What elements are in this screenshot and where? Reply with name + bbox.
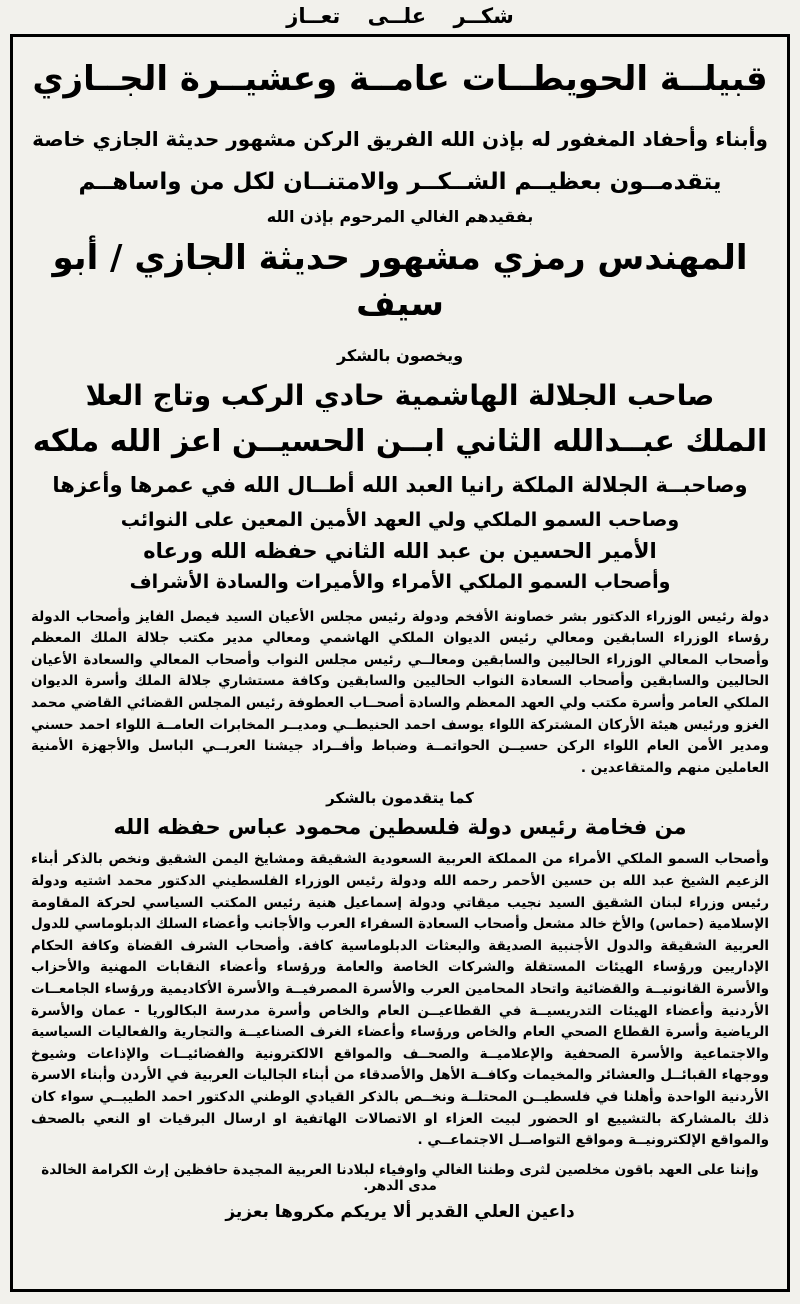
pledge-line: وإننا على العهد باقون مخلصين لثرى وطننا الغالي واوفياء لبلادنا العربية المجيدة حافظين إرث الكرامة الخالدة مدى الدهر. <box>41 1161 759 1194</box>
royals-line: وأصحاب السمو الملكي الأمراء والأميرات والسادة الأشراف <box>129 570 671 593</box>
palestine-president-line: من فخامة رئيس دولة فلسطين محمود عباس حفظه الله <box>113 815 687 840</box>
officials-paragraph: دولة رئيس الوزراء الدكتور بشر خصاونة الأفخم ودولة رئيس مجلس الأعيان السيد فيصل الفايز وأصحاب الدولة رؤساء الوزراء السابقين ومعالي رئيس الديوان الملكي الهاشمي ومعالي مدير مكتب جلالة الملك المعظم وأصحاب المعالي الوزراء الحاليين والسابقين ومعالــي رئيس مجلس النواب وأصحاب المعالي والسعادة الأعيان الحاليين والسابقين وأصحاب السعادة النواب الحاليين والسابقين وكافة مستشاري جلالة الملك وأسرة الديوان الملكي العامر وأسرة مكتب ولي العهد المعظم والسادة أصحــاب العطوفة رئيس المجلس القضائي القاضي محمد الغزو ورئيس هيئة الأركان المشتركة اللواء يوسف احمد الحنيطــي ومديــر المخابرات العامــة اللواء احمد حسني ومدير الأمن العام اللواء الركن حسيــن الحواتمــة وضباط وأفــراد جيشنا العربــي الباسل والأجهزة الأمنية العاملين منهم والمتقاعدين . <box>31 608 769 776</box>
crown-prince-title-line: وصاحب السمو الملكي ولي العهد الأمين المعين على النوائب <box>120 508 680 531</box>
gratitude-line: يتقدمــون بعظيــم الشــكــر والامتنــان لكل من واساهــم <box>78 168 722 195</box>
special-thanks-intro: ويخصون بالشكر <box>336 345 464 365</box>
king-title-line: صاحب الجلالة الهاشمية حادي الركب وتاج العلا <box>85 378 715 412</box>
deceased-name: المهندس رمزي مشهور حديثة الجازي / أبو سيف <box>52 237 748 324</box>
queen-line: وصاحبــة الجلالة الملكة رانيا العبد الله أطــال الله في عمرها وأعزها <box>52 472 748 497</box>
also-thanks-line: كما يتقدمون بالشكر <box>326 789 474 808</box>
extended-thanks-paragraph: وأصحاب السمو الملكي الأمراء من المملكة العربية السعودية الشقيقة ومشايخ اليمن الشقيق ونخص بالذكر أبناء الزعيم الشيخ عبد الله بن حسين الأحمر رحمه الله ودولة رئيس الوزراء الفلسطيني الدكتور محمد اشتيه ودولة رئيس وزراء لبنان الشقيق السيد نجيب ميقاتي ودولة إسماعيل هنية رئيس المكتب السياسي لحركة المقاومة الإسلامية (حماس) والأخ خالد مشعل وأصحاب السعادة السفراء العرب والأجانب وأعضاء السلك الدبلوماسي للدول العربية الشقيقة والدول الأجنبية الصديقة والبعثات الدبلوماسية كافة. وأصحاب الشرف القضاة وكافة الحكام الإداريين ورؤساء الهيئات المستقلة والشركات الخاصة والعامة ورؤساء وأعضاء النقابات المهنية والأحزاب والأسرة القانونيــة والقضائية واتحاد المحامين العرب والأسرة المصرفيــة والأسرة الأكاديمية ورؤساء الجامعــات الأردنية وأعضاء الهيئات التدريسيــة في القطاعيــن العام والخاص وأسرة مدرسة البكالوريا - عمان والأسرة الرياضية وأسرة القطاع الصحي العام والخاص ورؤساء وأعضاء الغرف الصناعيــة والتجارية والفعاليات السياسية والاجتماعية والأسرة الصحفية والإعلاميــة والصحــف والمواقع الالكترونية والفضائيــات والإذاعات وشيوخ ووجهاء القبائــل والعشائر والمخيمات وكافــة الأهل والأصدقاء من أبناء الجاليات العربية في الأردن وأبناء الاسرة الأردنية الواحدة وأهلنا في فلسطيــن المحتلــة ونخــص بالذكر القيادي الوطني الدكتور احمد الطيبــي سواء كان ذلك بالمشاركة بالتشييع او الحضور لبيت العزاء او الاتصالات الهاتفية او ارسال البرقيات او النعي بالصحف والمواقع الإلكترونيــة ومواقع التواصــل الاجتماعــي . <box>31 851 769 1149</box>
crown-prince-name-line: الأمير الحسين بن عبد الله الثاني حفظه الله ورعاه <box>143 538 657 563</box>
king-name-line: الملك عبــدالله الثاني ابــن الحسيــن اعز الله ملكه <box>32 423 768 459</box>
announcement-frame <box>10 34 790 1292</box>
dedication-line: وأبناء وأحفاد المغفور له بإذن الله الفريق الركن مشهور حديثة الجازي خاصة <box>32 126 768 151</box>
announcement-header: شكــر علــى تعــاز <box>286 4 514 28</box>
closing-prayer-line: داعين العلي القدير ألا يريكم مكروها بعزيز <box>225 1201 575 1222</box>
deceased-intro: بفقيدهم الغالي المرحوم بإذن الله <box>266 206 534 226</box>
tribe-title: قبيلــة الحويطــات عامــة وعشيــرة الجــازي <box>32 59 768 99</box>
